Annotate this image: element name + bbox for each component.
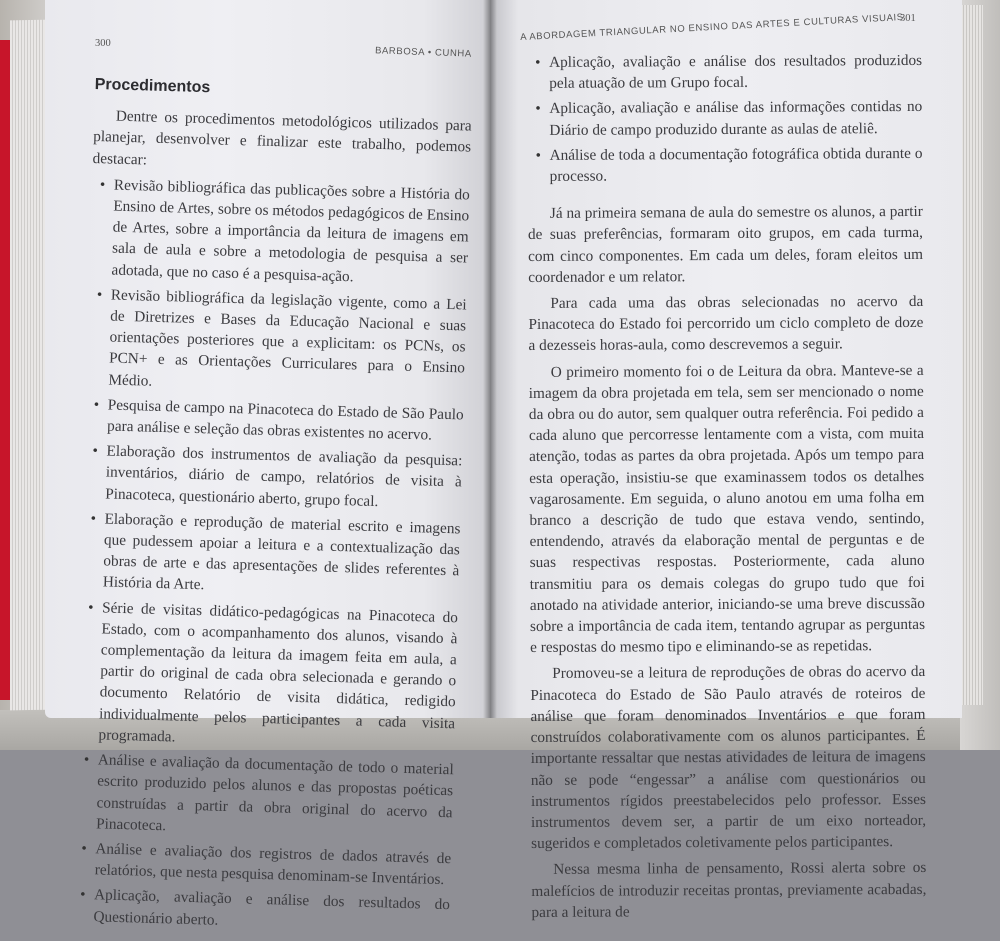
body-paragraph: Promoveu-se a leitura de reproduções de obras do acervo da Pinacoteca do Estado de São Paulo através de roteiros de análise que foram denominados Inventários e que foram construídos colaborativamente com os alunos participantes. É importante ressaltar que nestas atividades de leitura de imagens não se pode “engessar” a análise com questionários ou instrumentos rígidos preestabelecidos pelo professor. Esses instrumentos devem ser, a partir de um eixo norteador, sugeridos e completados coletivamente pelos participantes. [530,663,927,853]
list-item: • Revisão bibliográfica das publicações sobre a História do Ensino de Artes, sobre os métodos pedagógicos de Ensino de Artes, sobre a importância da leitura de imagens em sala de aula e sobre a metodologia de pesquisa a ser adotada, que no caso é a pesquisa-ação. [111,174,470,290]
list-item: • Análise e avaliação da documentação de todo o material escrito produzido pelos alunos e das propostas poéticas construídas a partir da obra original do acervo da Pinacoteca. [96,749,454,844]
body-paragraph: Nessa mesma linha de pensamento, Rossi alerta sobre os malefícios de introduzir receitas prontas, previamente acabadas, para a leitura de [531,859,927,921]
book-cover-edge [0,40,10,700]
right-page-content [527,50,927,928]
list-item: • Aplicação, avaliação e análise dos resultados do Questionário aberto. [93,885,450,937]
list-item: • Elaboração dos instrumentos de avaliação da pesquisa: inventários, diário de campo, relatórios de visita à Pinacoteca, questionário aberto, grupo focal. [105,441,463,515]
section-heading: Procedimentos [94,75,211,97]
left-page-content [71,74,473,941]
body-paragraph: Já na primeira semana de aula do semestre os alunos, a partir de suas preferências, formaram oito grupos, em cada turma, com cinco componentes. Em cada um deles, foram eleitos um coordenador e um relator. [527,203,924,286]
list-item: • Análise de toda a documentação fotográfica obtida durante o processo. [549,143,922,187]
procedures-list-continued [527,50,923,187]
page-stack-left [10,20,50,711]
list-item: • Revisão bibliográfica da legislação vigente, como a Lei de Diretrizes e Bases da Educação Nacional e suas orientações posteriores que a explicitam: os PCNs, os PCN+ e as Orientações Curriculares para o Ensino Médio. [108,284,467,400]
list-item: • Aplicação, avaliação e análise das informações contidas no Diário de campo produzido durante as aulas de ateliê. [549,96,922,140]
right-running-head: A ABORDAGEM TRIANGULAR NO ENSINO DAS ARTES E CULTURAS VISUAIS [519,11,904,44]
list-item: • Pesquisa de campo na Pinacoteca do Estado de São Paulo para análise e seleção das obras existentes no acervo. [107,394,464,446]
list-item: • Aplicação, avaliação e análise dos resultados produzidos pela atuação de um Grupo focal. [549,50,922,94]
body-paragraph: O primeiro momento foi o de Leitura da obra. Manteve-se a imagem da obra projetada em tela, sem ser mencionado o nome da obra ou do autor, sem qualquer outra referência. Foi pedido a cada aluno que percorresse lentamente com a vista, com muita atenção, todas as partes da obra projetada. Após um tempo para esta operação, insistiu-se que examinassem todos os detalhes vagarosamente. Em seguida, o aluno anotou em uma folha em branco a descrição de tudo que estava vendo, sentindo, entendendo, através da elaboração mental de perguntas e de suas respectivas respostas. Posteriormente, cada aluno transmitiu para os demais colegas do grupo tudo que foi anotado na atividade anterior, iniciando-se uma breve discussão sobre a importância de cada item, tentando agrupar as perguntas e respostas do mesmo tipo e eliminando-se as repetidas. [528,361,926,657]
left-page-number: 300 [95,38,111,49]
left-running-head: BARBOSA • CUNHA [374,45,472,60]
list-item: • Análise e avaliação dos registros de dados através de relatórios, que nesta pesquisa denominam-se Inventários. [94,838,451,890]
procedures-list [71,174,470,937]
intro-paragraph: Dentre os procedimentos metodológicos utilizados para planejar, desenvolver e finalizar este trabalho, podemos destacar: [92,107,472,169]
right-page [490,0,962,921]
body-paragraph: Para cada uma das obras selecionadas no acervo da Pinacoteca do Estado foi percorrido um ciclo completo de doze a dezesseis horas-aula, como descrevemos a seguir. [528,292,924,355]
right-page-number: 301 [900,13,916,24]
list-item: • Série de visitas didático-pedagógicas na Pinacoteca do Estado, com o acompanhamento dos alunos, visando à complementação da leitura da imagem feita em aula, a partir do original de cada obra selecionada e gerando o documento Relatório de visita didática, redigido individualmente pelos participantes a cada visita programada. [98,597,458,755]
list-item: • Elaboração e reprodução de material escrito e imagens que pudessem apoiar a leitura e a contextualização das obras de arte e das apresentações de slides referentes à História da Arte. [103,508,461,603]
book-gutter-shadow [483,0,497,718]
left-page [45,0,490,929]
